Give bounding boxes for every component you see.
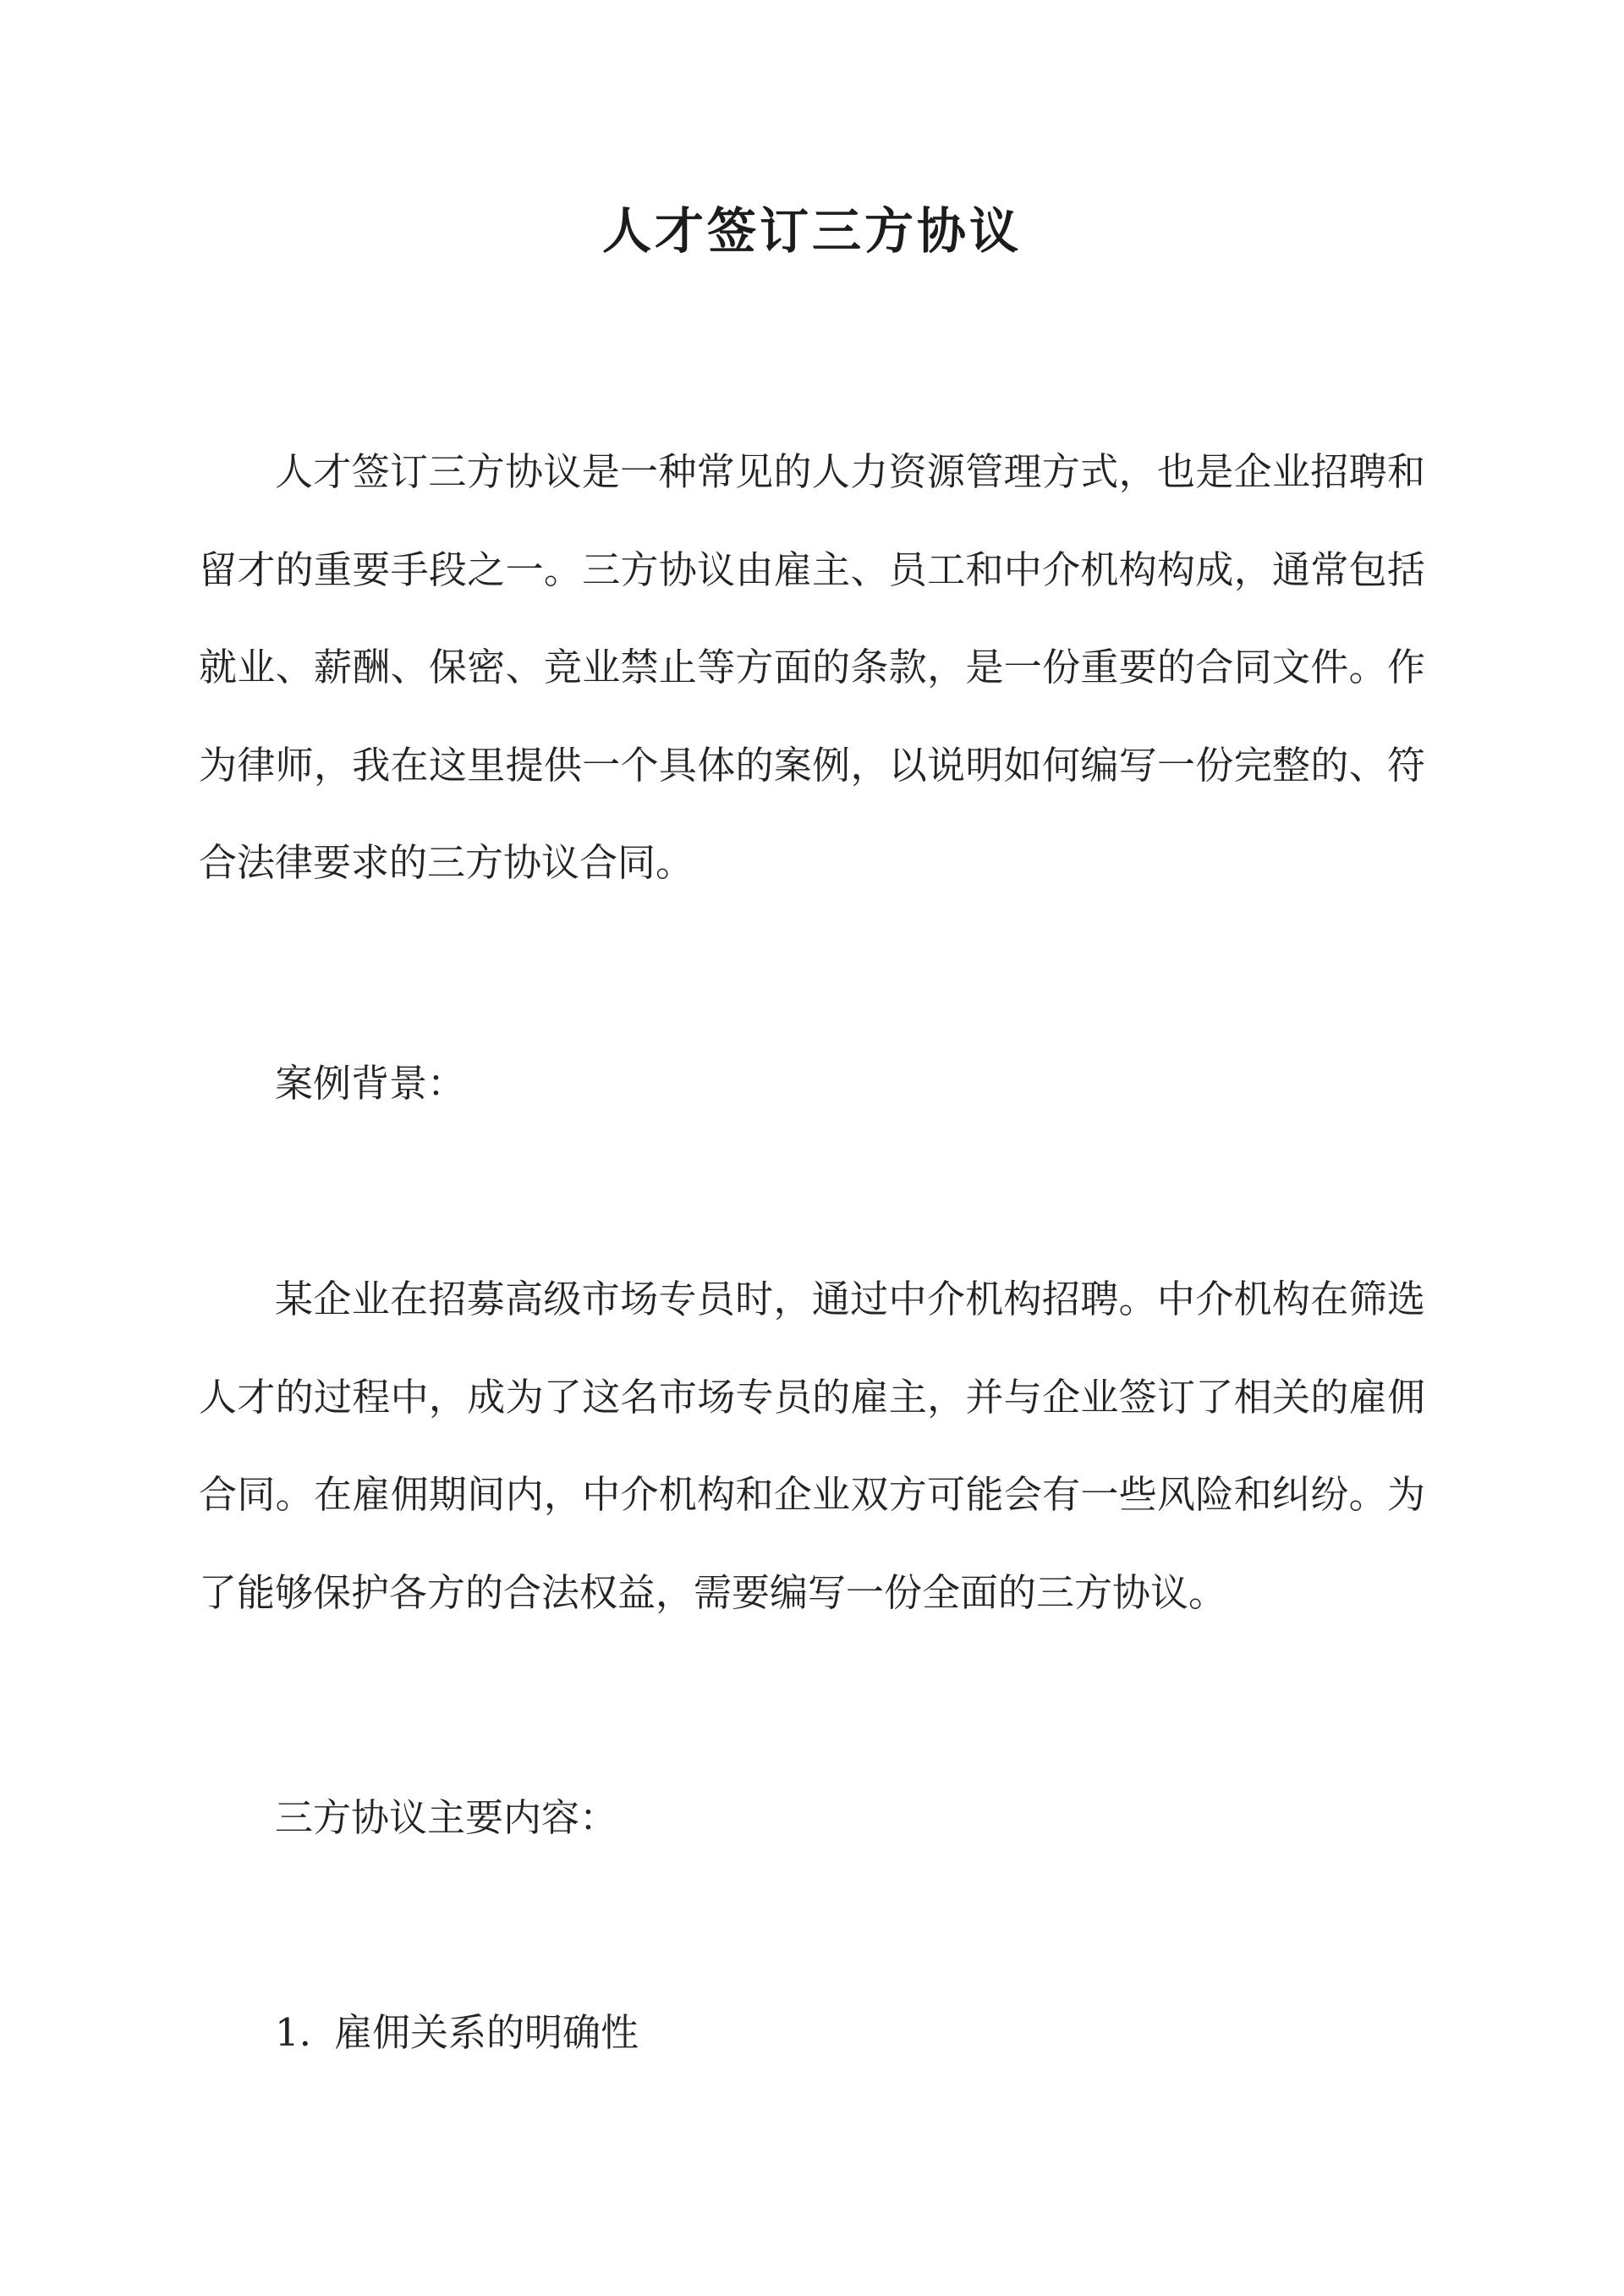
- case-background-paragraph: 某企业在招募高级市场专员时，通过中介机构招聘。中介机构在筛选人才的过程中，成为了这名市场专员的雇主，并与企业签订了相关的雇佣合同。在雇佣期间内，中介机构和企业双方可能会有一些风险和纠纷。为了能够保护各方的合法权益，需要编写一份全面的三方协议。: [199, 1277, 1425, 1615]
- list-item: [275, 1984, 639, 2082]
- list-item-number: 1.: [275, 2010, 311, 2055]
- case-background-heading: 案例背景：: [275, 1061, 466, 1106]
- document-title: 人才签订三方协议: [601, 202, 1022, 260]
- main-content-heading: 三方协议主要内容：: [275, 1795, 618, 1840]
- intro-paragraph: 人才签订三方协议是一种常见的人力资源管理方式，也是企业招聘和留才的重要手段之一。三方协议由雇主、员工和中介机构构成，通常包括就业、薪酬、保密、竞业禁止等方面的条款，是一份重要的合同文件。作为律师，我在这里提供一个具体的案例，以说明如何编写一份完整的、符合法律要求的三方协议合同。: [199, 449, 1425, 885]
- list-item-text: 雇佣关系的明确性: [334, 2010, 639, 2055]
